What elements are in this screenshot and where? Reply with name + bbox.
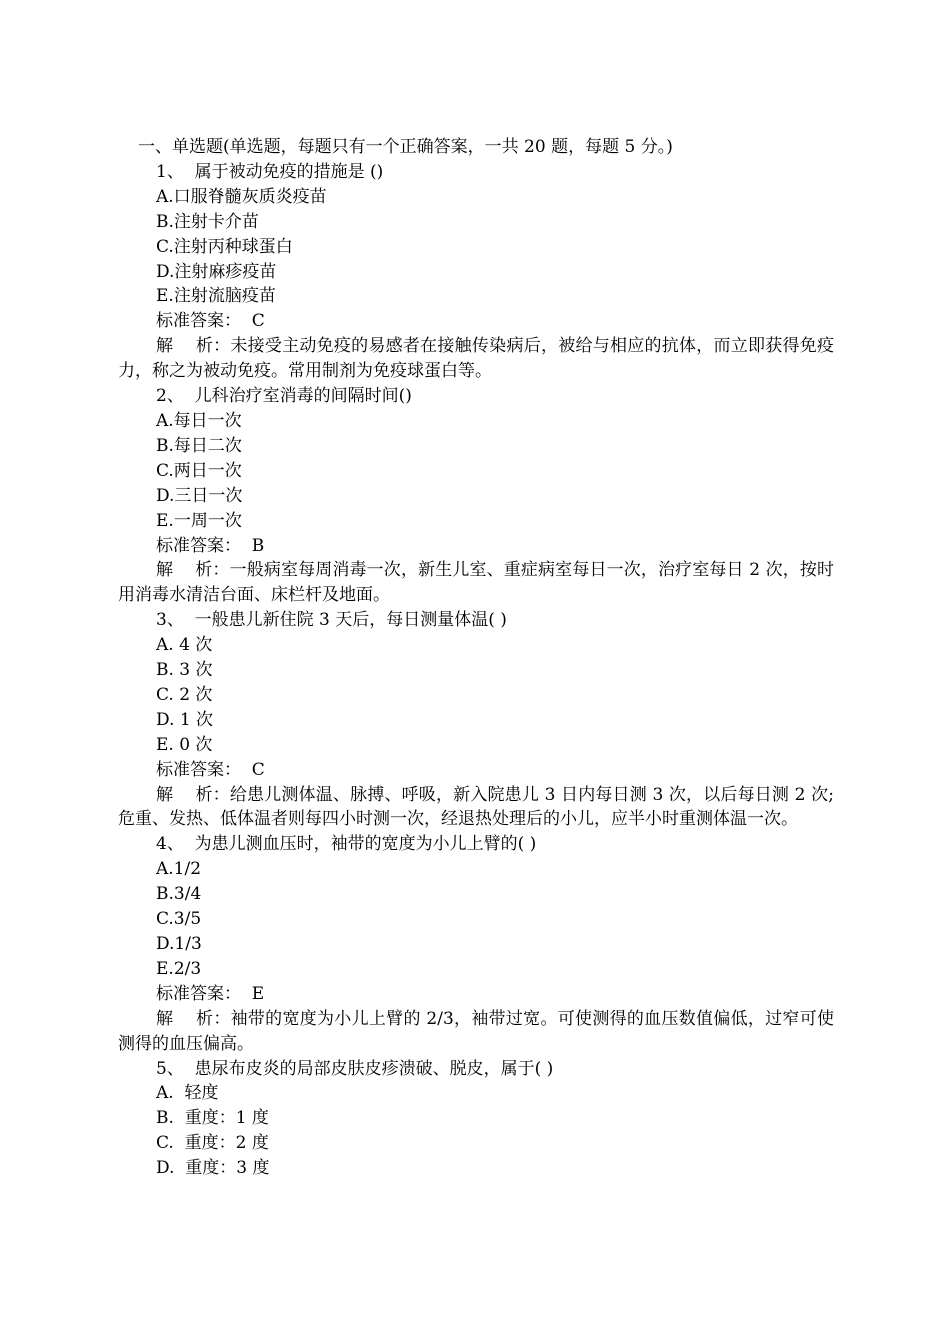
option-a: A.口服脊髓灰质炎疫苗 — [156, 186, 327, 207]
analysis-text: 未接受主动免疫的易感者在接触传染病后，被给与相应的抗体，而立即获得免疫力，称之为被动免疫。常用制剂为免疫球蛋白等。 — [118, 336, 834, 382]
option-d: D.注射麻疹疫苗 — [156, 261, 277, 282]
analysis — [118, 1007, 834, 1057]
analysis — [118, 334, 834, 384]
analysis-text: 一般病室每周消毒一次，新生儿室、重症病室每日一次，治疗室每日 2 次，按时用消毒水清洁台面、床栏杆及地面。 — [118, 560, 834, 606]
analysis-label: 解 析： — [156, 336, 231, 357]
option-c: C. 重度：2 度 — [156, 1133, 269, 1154]
standard-answer: 标准答案： E — [156, 983, 265, 1004]
question-stem: 5、 患尿布皮炎的局部皮肤皮疹溃破、脱皮，属于( ) — [156, 1058, 554, 1079]
analysis-text: 给患儿测体温、脉搏、呼吸，新入院患儿 3 日内每日测 3 次，以后每日测 2 次;危重、发热、低体温者则每四小时测一次，经退热处理后的小儿，应半小时重测体温一次。 — [118, 784, 834, 830]
option-b: B. 3 次 — [156, 660, 213, 681]
option-b: B.每日二次 — [156, 435, 242, 456]
question-1 — [118, 160, 834, 384]
standard-answer: 标准答案： C — [156, 311, 265, 332]
question-stem: 3、 一般患儿新住院 3 天后，每日测量体温( ) — [156, 610, 507, 631]
option-c: C.注射丙种球蛋白 — [156, 236, 293, 257]
option-d: D. 重度：3 度 — [156, 1158, 270, 1179]
document-page — [118, 135, 834, 1181]
standard-answer: 标准答案： B — [156, 535, 265, 556]
option-d: D. 1 次 — [156, 709, 214, 730]
standard-answer: 标准答案： C — [156, 759, 265, 780]
question-2 — [118, 384, 834, 608]
option-c: C.两日一次 — [156, 460, 242, 481]
option-e: E.一周一次 — [156, 510, 242, 531]
option-c: C. 2 次 — [156, 684, 213, 705]
analysis — [118, 558, 834, 608]
option-e: E.注射流脑疫苗 — [156, 286, 276, 307]
option-c: C.3/5 — [156, 909, 202, 930]
question-stem: 1、 属于被动免疫的措施是 () — [156, 161, 384, 182]
question-4 — [118, 832, 834, 1056]
question-5 — [118, 1057, 834, 1182]
option-b: B.3/4 — [156, 884, 202, 905]
analysis-text: 袖带的宽度为小儿上臂的 2/3，袖带过宽。可使测得的血压数值偏低，过窄可使测得的血压偏高。 — [118, 1008, 834, 1054]
option-d: D.1/3 — [156, 934, 202, 954]
option-a: A.每日一次 — [156, 410, 242, 431]
option-b: B. 重度：1 度 — [156, 1108, 269, 1129]
question-stem: 2、 儿科治疗室消毒的间隔时间() — [156, 386, 412, 407]
option-b: B.注射卡介苗 — [156, 211, 259, 232]
section-title: 一、单选题(单选题，每题只有一个正确答案，一共 20 题，每题 5 分。) — [138, 137, 673, 157]
option-a: A. 4 次 — [156, 635, 213, 656]
option-e: E. 0 次 — [156, 734, 213, 755]
analysis-label: 解 析： — [156, 784, 230, 805]
option-e: E.2/3 — [156, 958, 202, 979]
question-3 — [118, 608, 834, 832]
option-a: A. 轻度 — [156, 1083, 219, 1104]
analysis-label: 解 析： — [156, 560, 230, 581]
analysis — [118, 783, 834, 833]
option-d: D.三日一次 — [156, 485, 243, 506]
analysis-label: 解 析： — [156, 1008, 231, 1029]
question-stem: 4、 为患儿测血压时，袖带的宽度为小儿上臂的( ) — [156, 834, 537, 855]
option-a: A.1/2 — [156, 859, 202, 880]
